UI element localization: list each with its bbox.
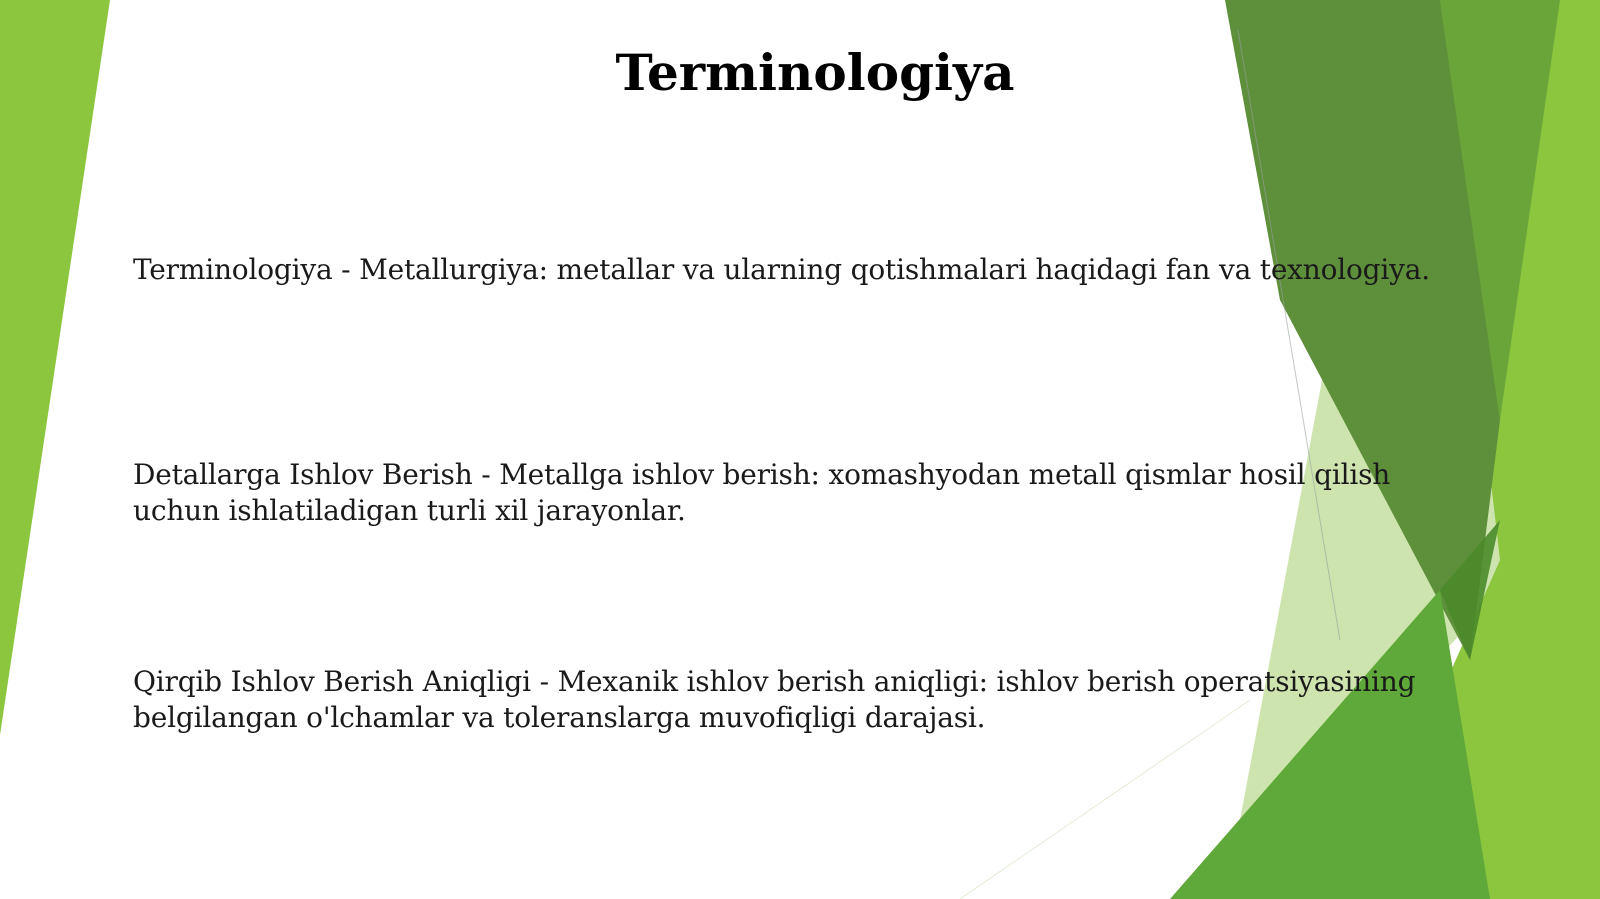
paragraph-metallurgy: Terminologiya - Metallurgiya: metallar va ularning qotishmalari haqidagi fan va texnologiya. — [133, 253, 1430, 286]
slide-title: Terminologiya — [615, 43, 1015, 102]
paragraph-metal-processing: Detallarga Ishlov Berish - Metallga ishlov berish: xomashyodan metall qismlar hosil qilish uchun ishlatiladigan turli xil jarayonlar. — [133, 458, 1391, 527]
left-green-band — [0, 0, 110, 735]
paragraph-machining-accuracy: Qirqib Ishlov Berish Aniqligi - Mexanik ishlov berish aniqligi: ishlov berish operatsiyasining belgilangan o'lchamlar va toleranslarga muvofiqligi darajasi. — [133, 665, 1416, 734]
